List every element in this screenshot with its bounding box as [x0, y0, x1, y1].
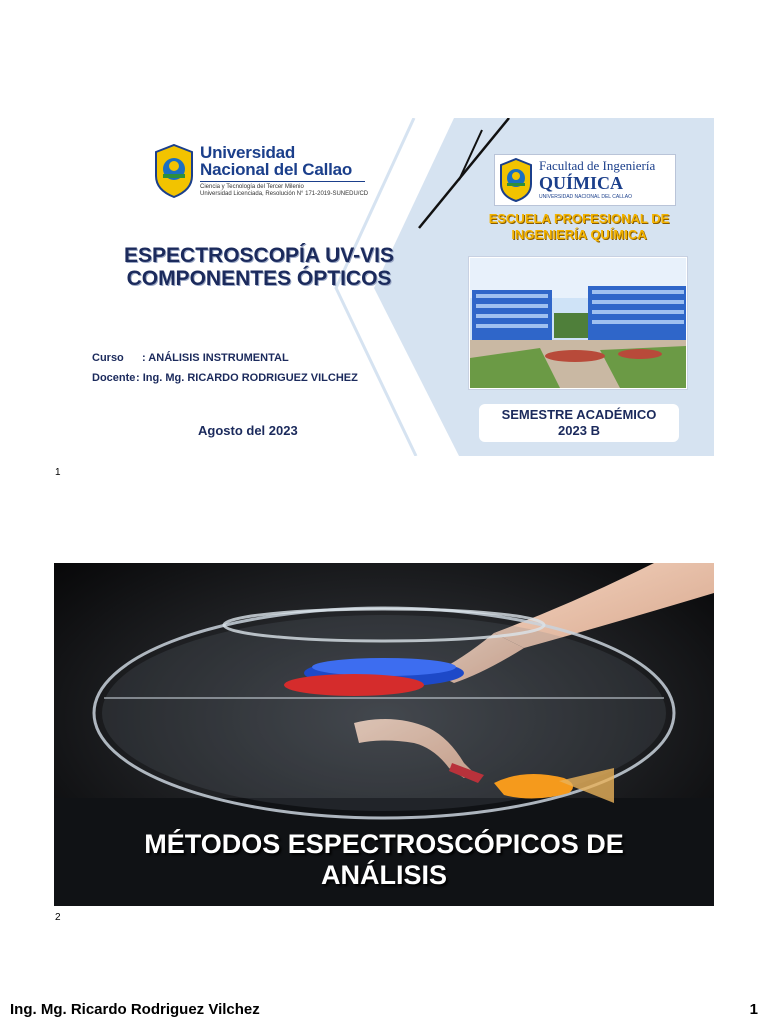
footer-page-number: 1 — [749, 1001, 758, 1018]
slide-1 — [54, 118, 714, 456]
university-license: Universidad Licenciada, Resolución N° 171-2019-SUNEDU/CD — [200, 191, 369, 197]
escuela-heading — [464, 211, 694, 243]
faculty-name-line2: QUÍMICA — [539, 173, 623, 193]
slide-2-title — [54, 829, 714, 891]
title-line-2: COMPONENTES ÓPTICOS — [126, 267, 392, 290]
semestre-line-2: 2023 B — [558, 423, 600, 438]
semestre-line-1: SEMESTRE ACADÉMICO — [501, 407, 657, 422]
faculty-name-line1: Facultad de Ingeniería — [539, 158, 656, 173]
faculty-logo — [494, 154, 676, 206]
curso-row — [92, 352, 289, 364]
escuela-line-2: INGENIERÍA QUÍMICA — [511, 227, 647, 242]
slide-1-title — [84, 244, 434, 290]
university-logo — [154, 144, 374, 200]
faculty-seal-icon — [499, 158, 533, 202]
university-name-line2: Nacional del Callao — [200, 160, 353, 179]
slide-2-page-number: 2 — [55, 912, 61, 923]
slide-2-title-line-1: MÉTODOS ESPECTROSCÓPICOS DE — [144, 829, 624, 859]
semestre-badge — [479, 404, 679, 442]
curso-value: : ANÁLISIS INSTRUMENTAL — [142, 352, 289, 364]
slide-2 — [54, 563, 714, 906]
university-tagline: Ciencia y Tecnología del Tercer Milenio — [200, 184, 304, 190]
escuela-line-1: ESCUELA PROFESIONAL DE — [488, 211, 670, 226]
docente-row — [92, 372, 358, 384]
slide-2-title-line-2: ANÁLISIS — [320, 860, 447, 890]
docente-label: Docente — [92, 372, 136, 384]
faculty-name-line3: UNIVERSIDAD NACIONAL DEL CALLAO — [539, 194, 632, 200]
university-name-line1: Universidad — [200, 143, 296, 162]
curso-label: Curso — [92, 352, 124, 364]
footer-author: Ing. Mg. Ricardo Rodriguez Vilchez — [10, 1001, 260, 1018]
campus-photo — [469, 257, 687, 389]
university-seal-icon — [154, 144, 194, 198]
title-line-1: ESPECTROSCOPÍA UV-VIS — [124, 244, 394, 267]
university-divider — [200, 181, 365, 182]
docente-value: : Ing. Mg. RICARDO RODRIGUEZ VILCHEZ — [136, 372, 358, 384]
slide-1-page-number: 1 — [55, 467, 61, 478]
date-label: Agosto del 2023 — [198, 423, 298, 438]
